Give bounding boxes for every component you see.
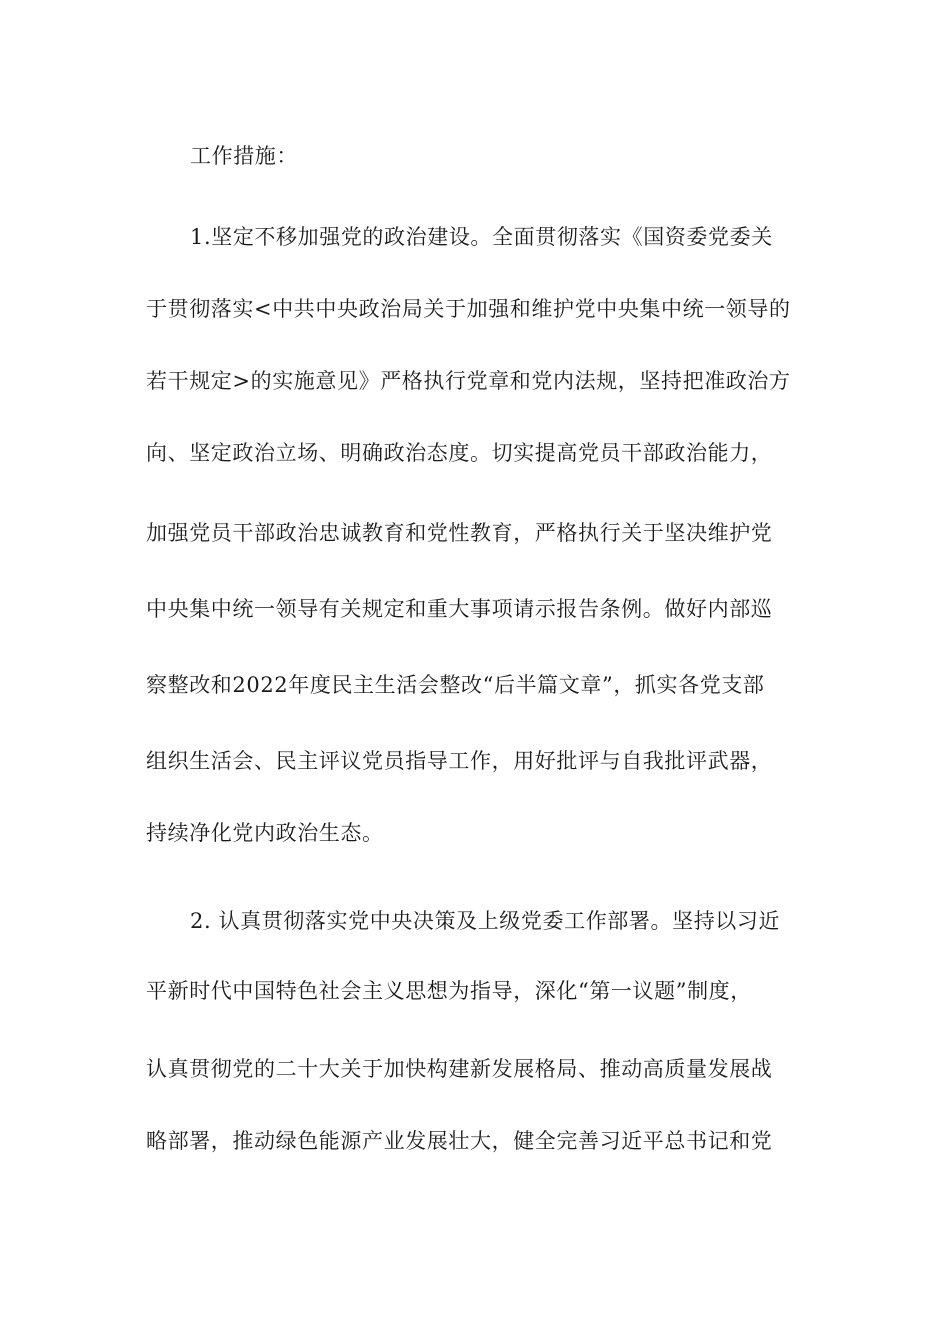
- paragraph-1-line-5: 加强党员干部政治忠诚教育和党性教育，严格执行关于坚决维护党: [146, 521, 773, 545]
- paragraph-1-line-1: 1.坚定不移加强党的政治建设。全面贯彻落实《国资委党委关: [190, 225, 773, 249]
- paragraph-2-line-1: 2. 认真贯彻落实党中央决策及上级党委工作部署。坚持以习近: [190, 909, 781, 933]
- paragraph-1-line-8: 组织生活会、民主评议党员指导工作，用好批评与自我批评武器，: [146, 749, 773, 773]
- paragraph-2-line-2: 平新时代中国特色社会主义思想为指导，深化“第一议题”制度，: [146, 979, 752, 1003]
- paragraph-1-line-7: 察整改和2022年度民主生活会整改“后半篇文章”，抓实各党支部: [146, 673, 765, 697]
- paragraph-1-line-2: 于贯彻落实<中共中央政治局关于加强和维护党中央集中统一领导的: [146, 297, 791, 321]
- paragraph-1-line-4: 向、坚定政治立场、明确政治态度。切实提高党员干部政治能力，: [146, 441, 773, 465]
- paragraph-1-line-3: 若干规定>的实施意见》严格执行党章和党内法规，坚持把准政治方: [146, 369, 791, 393]
- paragraph-2-line-3: 认真贯彻党的二十大关于加快构建新发展格局、推动高质量发展战: [146, 1057, 773, 1081]
- section-heading: 工作措施：: [190, 144, 298, 168]
- paragraph-1-line-6: 中央集中统一领导有关规定和重大事项请示报告条例。做好内部巡: [146, 597, 773, 621]
- paragraph-2-line-4: 略部署，推动绿色能源产业发展壮大，健全完善习近平总书记和党: [146, 1129, 773, 1153]
- paragraph-1-line-9: 持续净化党内政治生态。: [146, 821, 384, 845]
